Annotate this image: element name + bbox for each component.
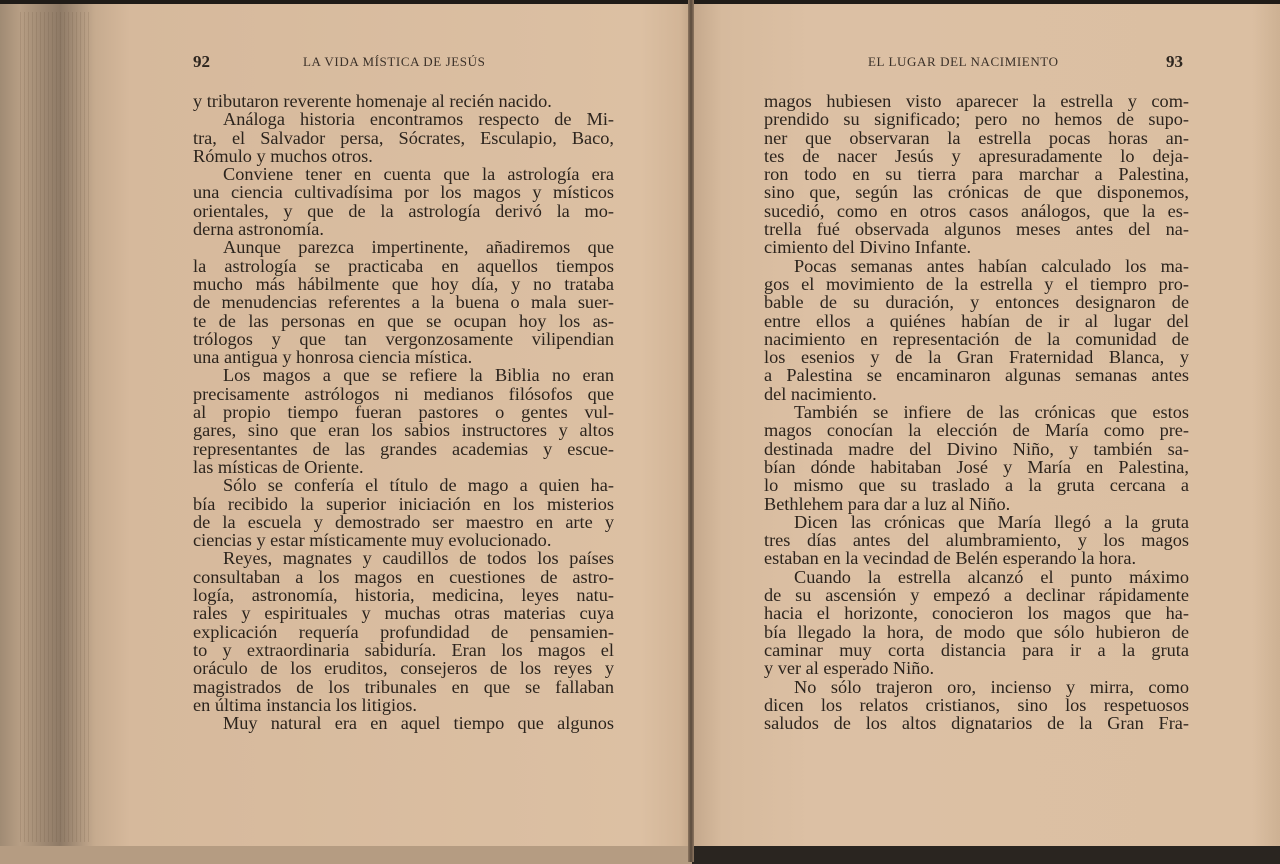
text-line: trella fué observada algunos meses antes del na- xyxy=(764,219,1189,240)
right-page-number: 93 xyxy=(1166,52,1183,71)
right-page xyxy=(692,4,1280,864)
text-line: Reyes, magnates y caudillos de todos los países xyxy=(223,548,614,569)
text-line: Cuando la estrella alcanzó el punto máximo xyxy=(794,566,1189,587)
text-line: bía recibido la superior iniciación en los misterios xyxy=(193,493,614,514)
text-line: magos conocían la elección de María como pre- xyxy=(764,420,1189,441)
text-line: orientales, y que de la astrología derivó la mo- xyxy=(193,200,614,221)
right-running-head: EL LUGAR DEL NACIMIENTO xyxy=(868,54,1059,69)
text-line: sino que, según las crónicas de que disponemos, xyxy=(764,182,1189,203)
left-page xyxy=(0,4,692,864)
text-line: prendido su significado; pero no hemos de supo- xyxy=(764,109,1189,130)
text-line: la astrología se practicaba en aquellos tiempos xyxy=(193,255,614,276)
text-line: de su ascensión y empezó a declinar rápidamente xyxy=(764,585,1189,606)
text-line: gares, sino que eran los sabios instructores y altos xyxy=(193,420,614,441)
text-line: te de las personas en que se ocupan hoy los as- xyxy=(193,310,614,331)
text-line: nacimiento en representación de la comunidad de xyxy=(764,328,1189,349)
text-line: al propio tiempo fueran pastores o gentes vul- xyxy=(193,402,614,423)
text-line: bía llegado la hora, de modo que sólo hubieron de xyxy=(764,621,1189,642)
text-line: tres días antes del alumbramiento, y los magos xyxy=(764,530,1189,551)
text-line: de la escuela y demostrado ser maestro en arte y xyxy=(193,511,614,532)
text-line: las místicas de Oriente. xyxy=(193,456,364,477)
text-line: cimiento del Divino Infante. xyxy=(764,237,972,258)
text-line: to y extraordinaria sabiduría. Eran los magos el xyxy=(193,639,614,660)
text-line: una antigua y honrosa ciencia mística. xyxy=(193,347,473,368)
text-line: a Palestina se encaminaron algunas semanas antes xyxy=(764,365,1189,386)
text-line: precisamente astrólogos ni medianos filósofos que xyxy=(193,383,614,404)
text-line: caminar muy corta distancia para ir a la gruta xyxy=(764,639,1189,660)
text-line: Pocas semanas antes habían calculado los ma- xyxy=(794,255,1189,276)
text-line: gos el movimiento de la estrella y el tiempro pro- xyxy=(764,273,1189,294)
text-line: ciencias y estar místicamente muy evolucionado. xyxy=(193,530,552,551)
text-line: estaban en la vecindad de Belén esperando la hora. xyxy=(764,548,1137,569)
page-edges xyxy=(20,12,90,842)
text-line: derna astronomía. xyxy=(193,219,324,240)
text-line: Aunque parezca impertinente, añadiremos que xyxy=(223,237,614,258)
right-body-text xyxy=(764,92,1189,732)
text-line: logía, astronomía, historia, medicina, leyes natu- xyxy=(193,585,614,606)
text-line: Dicen las crónicas que María llegó a la gruta xyxy=(794,511,1189,532)
text-line: en última instancia los litigios. xyxy=(193,694,417,715)
text-line: ron todo en su tierra para marchar a Palestina, xyxy=(764,164,1189,185)
text-line: dicen los relatos cristianos, sino los respetuosos xyxy=(764,694,1189,715)
text-line: y ver al esperado Niño. xyxy=(764,658,935,679)
text-line: de menudencias referentes a la buena o mala suer- xyxy=(193,292,614,313)
text-line: lo mismo que su traslado a la gruta cercana a xyxy=(764,475,1189,496)
text-line: oráculo de los eruditos, consejeros de los reyes y xyxy=(193,658,614,679)
text-line: Análoga historia encontramos respecto de Mi- xyxy=(223,109,614,130)
text-line: tes de nacer Jesús y apresuradamente lo deja- xyxy=(764,145,1189,166)
text-line: explicación requería profundidad de pensamien- xyxy=(193,621,614,642)
text-line: También se infiere de las crónicas que estos xyxy=(794,402,1189,423)
text-line: tra, el Salvador persa, Sócrates, Esculapio, Baco, xyxy=(193,127,614,148)
text-line: los esenios y de la Gran Fraternidad Blanca, y xyxy=(764,347,1189,368)
text-line: ner que observaran la estrella pocas horas an- xyxy=(764,127,1189,148)
text-line: y tributaron reverente homenaje al recién nacido. xyxy=(193,91,552,111)
text-line: magos hubiesen visto aparecer la estrella y com- xyxy=(764,91,1189,111)
text-line: representantes de las grandes academias y escue- xyxy=(193,438,614,459)
text-line: Muy natural era en aquel tiempo que algunos xyxy=(223,713,614,734)
text-line: bable de su duración, y entonces designaron de xyxy=(764,292,1189,313)
text-line: rales y espirituales y muchas otras materias cuya xyxy=(193,603,614,624)
text-line: una ciencia cultivadísima por los magos y místicos xyxy=(193,182,614,203)
left-body-text xyxy=(193,92,614,732)
left-page-number: 92 xyxy=(193,52,210,71)
text-line: Sólo se confería el título de mago a quien ha- xyxy=(223,475,614,496)
text-line: consultaban a los magos en cuestiones de astro- xyxy=(193,566,614,587)
text-line: Conviene tener en cuenta que la astrología era xyxy=(223,164,614,185)
text-line: magistrados de los tribunales en que se fallaban xyxy=(193,676,614,697)
text-line: destinada madre del Divino Niño, y también sa- xyxy=(764,438,1189,459)
text-line: saludos de los altos dignatarios de la Gran Fra- xyxy=(764,713,1189,734)
book-gutter xyxy=(688,0,694,862)
text-line: Los magos a que se refiere la Biblia no eran xyxy=(223,365,614,386)
text-line: bían dónde habitaban José y María en Palestina, xyxy=(764,456,1189,477)
text-line: Rómulo y muchos otros. xyxy=(193,145,373,166)
left-running-head: LA VIDA MÍSTICA DE JESÚS xyxy=(303,54,486,69)
text-line: del nacimiento. xyxy=(764,383,877,404)
text-line: sucedió, como en otros casos análogos, que la es- xyxy=(764,200,1189,221)
text-line: mucho más hábilmente que hoy día, y no trataba xyxy=(193,273,614,294)
text-line: No sólo trajeron oro, incienso y mirra, como xyxy=(794,676,1189,697)
text-line: entre ellos a quiénes habían de ir al lugar del xyxy=(764,310,1189,331)
text-line: hacia el horizonte, conocieron los magos que ha- xyxy=(764,603,1189,624)
text-line: trólogos y que tan vergonzosamente vilipendian xyxy=(193,328,614,349)
text-line: Bethlehem para dar a luz al Niño. xyxy=(764,493,1011,514)
